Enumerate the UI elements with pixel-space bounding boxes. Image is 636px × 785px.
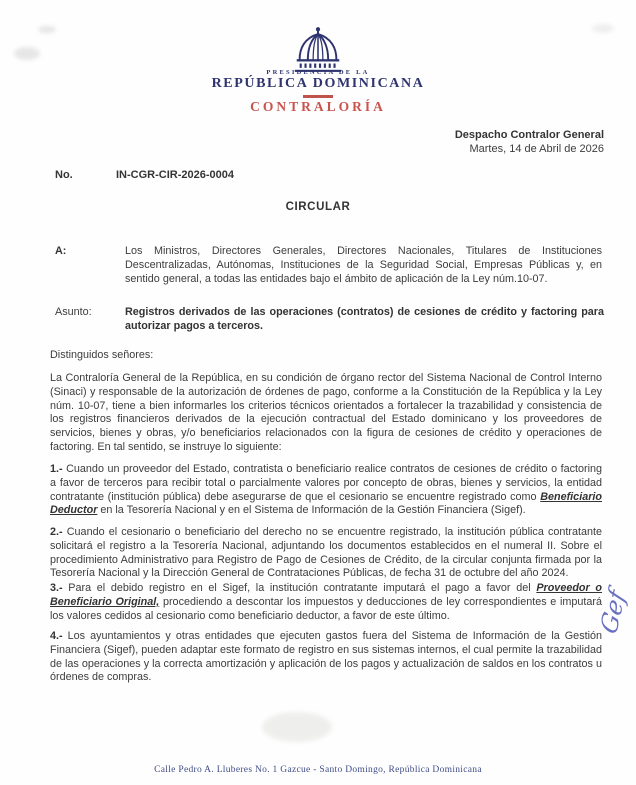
subject-label: Asunto: (55, 306, 92, 318)
intro-paragraph: La Contraloría General de la República, en su condición de órgano rector del Sistema Nacional de Control Interno (Sinaci) y responsable de la autorización de órdenes de pago, conforme a la Constitución de la República y la Ley núm. 10-07, tiene a bien informarles los criterios técnicos orientados a fortalecer la trazabilidad y consistencia de los registros financieros derivados de la ejecución contractual del Estado dominicano y los proveedores de servicios, bienes y obras, y/o beneficiarios relacionados con la figura de cesiones de crédito y operaciones de factoring. En tal sentido, se instruye lo siguiente: (50, 372, 602, 453)
item-1 (50, 463, 602, 518)
item-3-emphasis: Proveedor o Beneficiario Original, (50, 582, 603, 608)
scan-smudge (14, 47, 40, 60)
document-number: IN-CGR-CIR-2026-0004 (116, 169, 234, 181)
document-meta (455, 129, 604, 156)
item-1-text-end: en la Tesorería Nacional y en el Sistema de Información de la Gestión Financiera (Sigef). (97, 504, 526, 517)
item-3-text: Para el debido registro en el Sigef, la institución contratante imputará el pago a favor del (62, 582, 537, 594)
item-2-text: Cuando el cesionario o beneficiario del derecho no se encuentre registrado, la institución pública contratante solicitará el registro a la Tesorería Nacional, adjuntando los documentos establecidos en el numeral II. Sobre el procedimiento Administrativo para Registro de Pago de Cesiones de Crédito, de la circular conjunta firmada por la Tesorería Nacional y la Dirección General de Contrataciones Públicas, de fecha 31 de octubre del año 2024. (50, 526, 602, 580)
addressee-text: Los Ministros, Directores Generales, Directores Nacionales, Titulares de Instituciones Descentralizadas, Autónomas, Instituciones de la Seguridad Social, Empresas Públicas y, en sentido general, a todas las entidades bajo el ámbito de aplicación de la Ley núm.10-07. (125, 245, 602, 285)
item-4 (50, 630, 602, 685)
item-2 (50, 526, 602, 581)
item-1-emphasis: Beneficiario Deductor (50, 490, 602, 517)
scan-smudge (262, 712, 332, 742)
letterhead-divider (303, 95, 333, 98)
number-label: No. (55, 169, 73, 181)
national-palace-dome-icon (289, 26, 347, 73)
footer-address: Calle Pedro A. Lluberes No. 1 Gazcue - Santo Domingo, República Dominicana (154, 765, 482, 775)
addressee-label: A: (55, 245, 67, 257)
salutation: Distinguidos señores: (50, 349, 154, 361)
item-3 (50, 582, 602, 623)
subject-text: Registros derivados de las operaciones (contratos) de cesiones de crédito y factoring para autorizar pagos a terceros. (125, 306, 604, 332)
item-1-number: 1.- (50, 463, 63, 475)
item-2-number: 2.- (50, 526, 63, 538)
item-4-number: 4.- (50, 630, 63, 642)
item-1-text: Cuando un proveedor del Estado, contratista o beneficiario realice contratos de cesiones de crédito o factoring a favor de terceros para recibir total o parcialmente valores por concepto de obras, bienes y servicios, la entidad contratante (institución pública) debe asegurarse de que el cesionario se encuentre registrado como (50, 463, 602, 503)
item-3-number: 3.- (50, 582, 63, 594)
issuing-office: Despacho Contralor General (454, 129, 604, 141)
scan-smudge (38, 26, 56, 33)
item-4-text: Los ayuntamientos y otras entidades que ejecuten gastos fuera del Sistema de Información de la Gestión Financiera (Sigef), pueden adaptar este formato de registro en sus sistemas internos, el cual permite la trazabilidad de las operaciones y la correcta amortización y aplicación de los pagos y actualización de saldos en los contratos u órdenes de compras. (50, 630, 602, 684)
scan-smudge (592, 24, 614, 33)
document-title: CIRCULAR (285, 201, 351, 213)
document-date: Martes, 14 de Abril de 2026 (469, 142, 604, 155)
letterhead-contraloria: CONTRALORÍA (250, 99, 386, 114)
item-3-text-end: procediendo a descontar los impuestos y deducciones de ley correspondientes e imputará los valores cedidos al cesionario como beneficiario deductor, a favor de este último. (50, 595, 602, 622)
letterhead-presidencia: PRESIDENCIA DE LA (266, 69, 370, 76)
letterhead-republica: REPÚBLICA DOMINICANA (211, 76, 425, 91)
handwritten-initials: Gef (595, 585, 631, 639)
